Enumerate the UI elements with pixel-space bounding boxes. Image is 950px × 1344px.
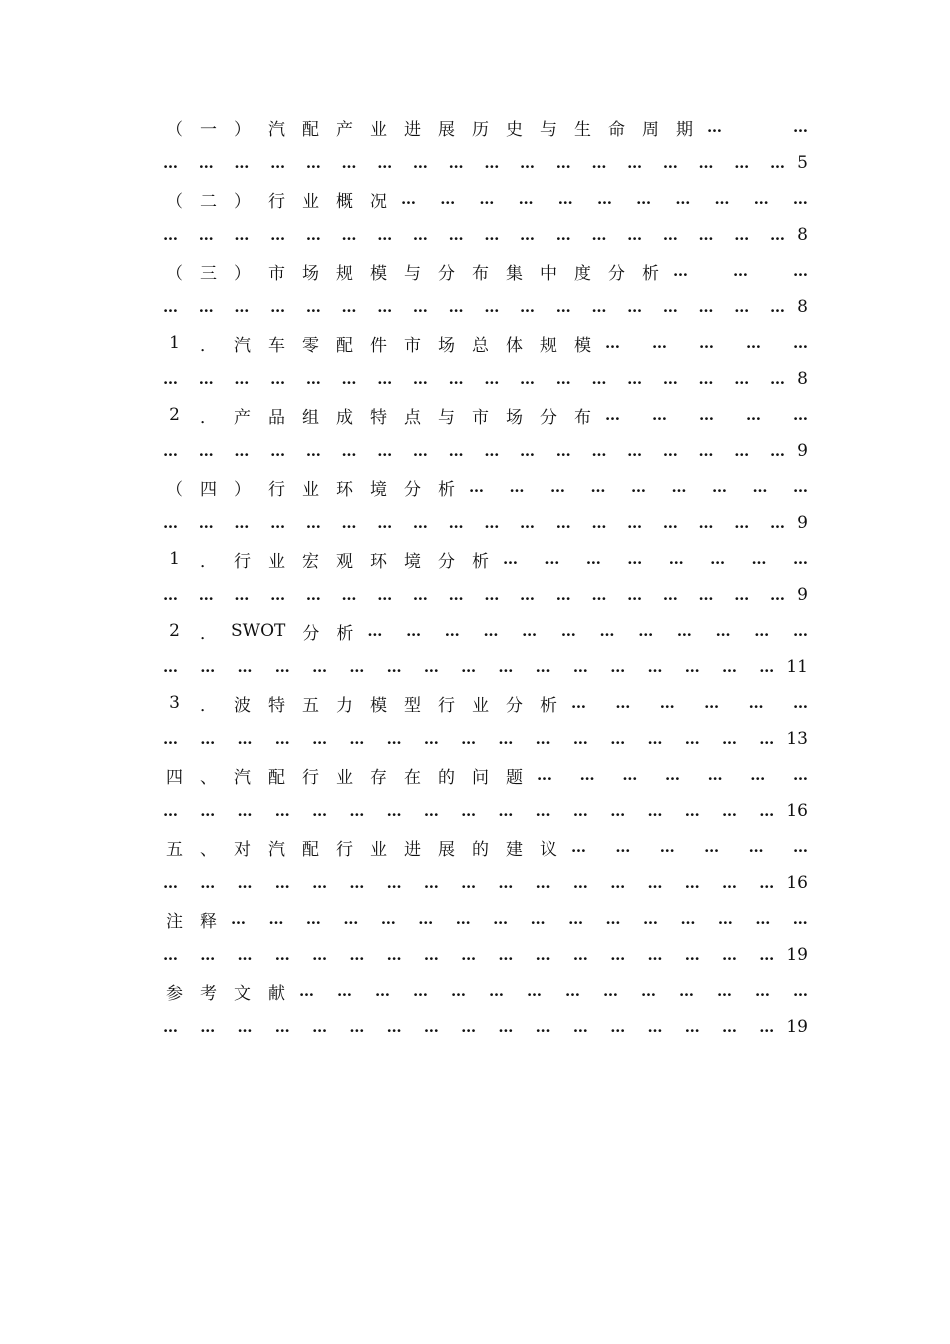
toc-leader-dots: … … … — [673, 263, 808, 279]
toc-entry-title: 2 ． 产 品 组 成 特 点 与 市 场 分 布 — [169, 405, 591, 428]
toc-page-number: 9 — [797, 513, 808, 533]
toc-leader-dots: … … … … … … … — [537, 767, 808, 783]
toc-entry[interactable] — [163, 616, 808, 688]
toc-entry-title: 1 ． 汽 车 零 配 件 市 场 总 体 规 模 — [169, 333, 591, 356]
toc-leader-dots: … … … … … … … … … … … … … … … … … — [163, 875, 775, 891]
toc-leader-dots: … … … … … — [605, 335, 808, 351]
toc-leader-dots: … … … … … … … … … … … … … … … … … — [163, 1019, 775, 1035]
toc-page-number: 16 — [786, 873, 808, 893]
toc-leader-dots: … … … … … … … … … … … … … … … … … — [163, 803, 775, 819]
toc-leader-dots: … … … … … … … … … … … … … … … … … — [163, 731, 775, 747]
toc-page-number: 9 — [797, 441, 808, 461]
toc-entry-title: （ 一 ） 汽 配 产 业 进 展 历 史 与 生 命 周 期 — [166, 119, 693, 140]
toc-entry-title: 五 、 对 汽 配 行 业 进 展 的 建 议 — [166, 839, 557, 860]
toc-page-number: 8 — [797, 369, 808, 389]
toc-entry[interactable] — [163, 472, 808, 544]
toc-entry-title: 1 ． 行 业 宏 观 环 境 分 析 — [169, 549, 489, 572]
toc-entry[interactable] — [163, 688, 808, 760]
toc-page-number: 16 — [786, 801, 808, 821]
toc-entry-title: （ 二 ） 行 业 概 况 — [166, 191, 387, 212]
toc-entry-title: （ 四 ） 行 业 环 境 分 析 — [166, 479, 455, 500]
toc-leader-dots: … … … … … … … … … … … … … … … … … … — [163, 155, 785, 171]
toc-entry[interactable] — [163, 328, 808, 400]
toc-leader-dots: … … … … … … — [571, 695, 808, 711]
toc-page-number: 11 — [786, 657, 808, 677]
toc-page-number: 19 — [786, 1017, 808, 1037]
toc-leader-dots: … … … … … … … … — [503, 551, 808, 567]
toc-entry-title: 四 、 汽 配 行 业 存 在 的 问 题 — [166, 767, 523, 788]
toc-entry-title: 参 考 文 献 — [166, 983, 285, 1004]
toc-leader-dots: … … … … … … … … … … … … … … — [299, 983, 808, 999]
toc-leader-dots: … … … … … … … … … … … … … … … … … — [163, 947, 775, 963]
toc-leader-dots: … … … … … … … … … … … … … … … … … … — [163, 299, 785, 315]
toc-entry-title: 3 ． 波 特 五 力 模 型 行 业 分 析 — [169, 693, 557, 716]
toc-leader-dots: … … — [707, 119, 808, 135]
toc-entry[interactable] — [163, 184, 808, 256]
toc-entry-title: 2 ． SWOT 分 析 — [169, 621, 354, 644]
toc-leader-dots: … … … … … … … … … … … … … … … … — [231, 911, 808, 927]
toc-page-number: 5 — [797, 153, 808, 173]
toc-page-number: 13 — [786, 729, 808, 749]
toc-leader-dots: … … … … … … — [571, 839, 808, 855]
toc-leader-dots: … … … … … … … … … … … … … … … … … … — [163, 587, 785, 603]
toc-leader-dots: … … … … … … … … … … … … — [367, 623, 808, 639]
toc-entry-title: （ 三 ） 市 场 规 模 与 分 布 集 中 度 分 析 — [166, 263, 659, 284]
toc-entry[interactable] — [163, 832, 808, 904]
toc-page-number: 8 — [797, 225, 808, 245]
toc-page-number: 9 — [797, 585, 808, 605]
toc-leader-dots: … … … … … … … … … … … … … … … … … … — [163, 371, 785, 387]
toc-leader-dots: … … … … … … … … … … … — [401, 191, 808, 207]
table-of-contents — [163, 112, 808, 1048]
toc-entry[interactable] — [163, 760, 808, 832]
toc-entry[interactable] — [163, 976, 808, 1048]
toc-entry-title: 注 释 — [166, 911, 217, 932]
toc-leader-dots: … … … … … … … … … — [469, 479, 808, 495]
toc-page-number: 8 — [797, 297, 808, 317]
toc-entry[interactable] — [163, 904, 808, 976]
toc-entry[interactable] — [163, 256, 808, 328]
toc-page-number: 19 — [786, 945, 808, 965]
toc-entry[interactable] — [163, 112, 808, 184]
toc-leader-dots: … … … … … … … … … … … … … … … … … … — [163, 443, 785, 459]
toc-leader-dots: … … … … … — [605, 407, 808, 423]
toc-leader-dots: … … … … … … … … … … … … … … … … … — [163, 659, 775, 675]
toc-entry[interactable] — [163, 544, 808, 616]
toc-entry[interactable] — [163, 400, 808, 472]
toc-leader-dots: … … … … … … … … … … … … … … … … … … — [163, 515, 785, 531]
toc-leader-dots: … … … … … … … … … … … … … … … … … … — [163, 227, 785, 243]
